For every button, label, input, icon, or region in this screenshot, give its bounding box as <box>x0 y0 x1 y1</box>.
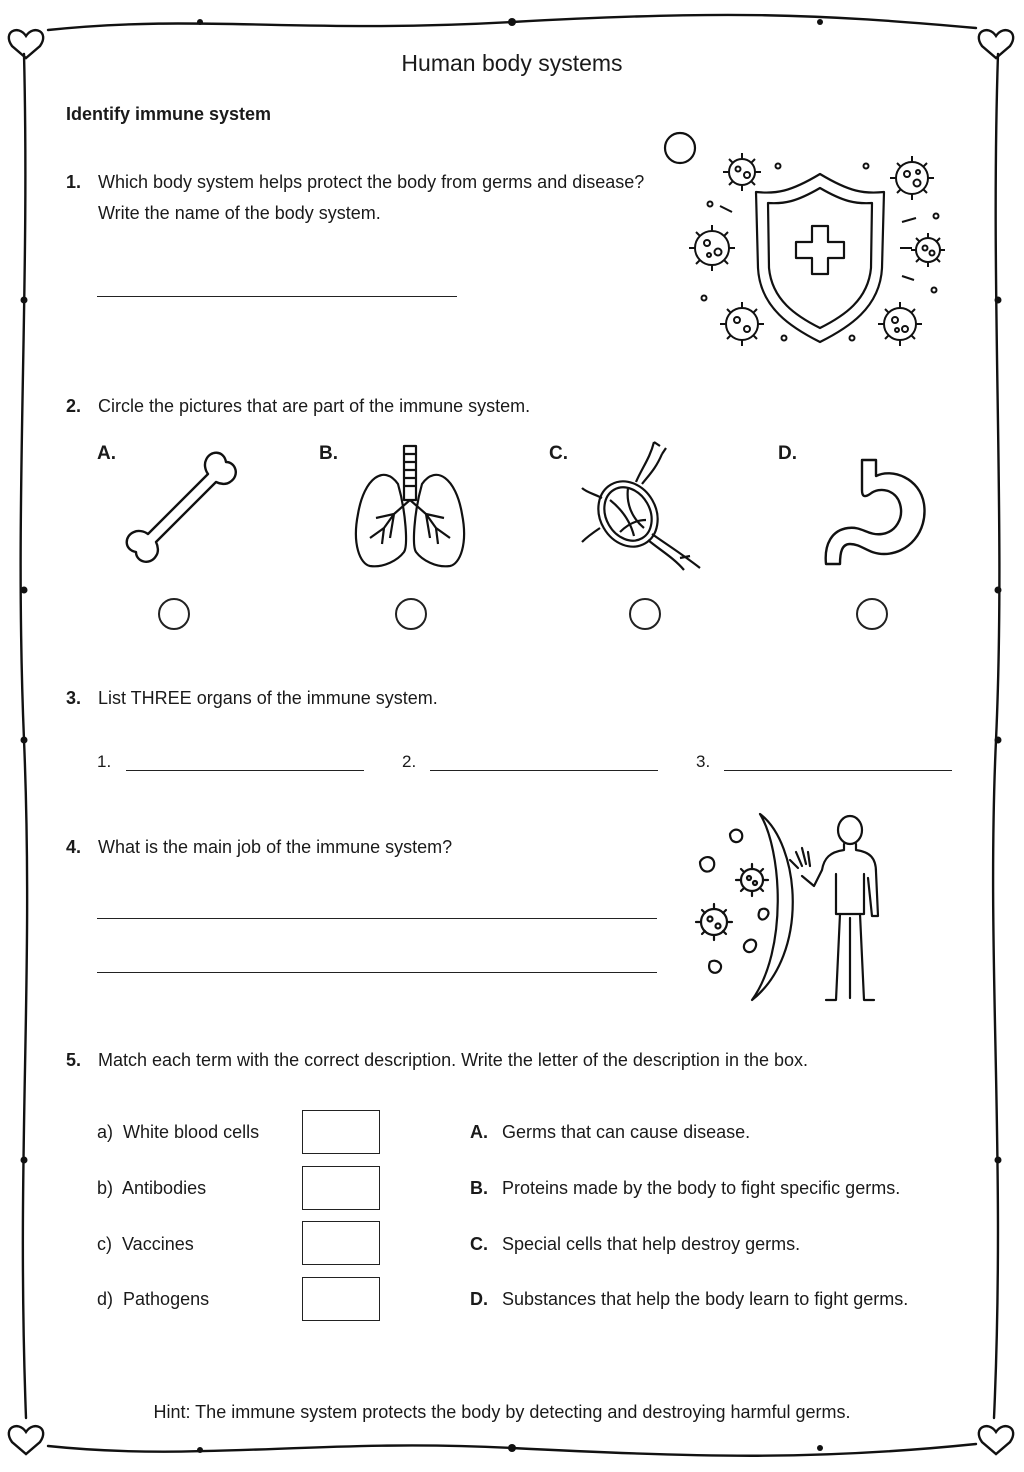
q2-option-c-circle[interactable] <box>629 598 661 630</box>
q2-option-b-letter: B. <box>319 443 338 464</box>
q3-text <box>66 688 438 709</box>
q5-desc-d <box>470 1289 908 1310</box>
q5-prompt: Match each term with the correct description. Write the letter of the description in the box. <box>98 1050 808 1070</box>
q5-term-a-label: a) <box>97 1122 114 1142</box>
q5-term-c-text: Vaccines <box>122 1234 194 1254</box>
q4-answer-line-1[interactable] <box>97 918 657 919</box>
hint-text: Hint: The immune system protects the body by detecting and destroying harmful germs. <box>153 1402 851 1422</box>
q5-answer-box-d[interactable] <box>302 1277 380 1321</box>
q3-blank-2-label: 2. <box>402 752 417 771</box>
q5-desc-c <box>470 1234 800 1255</box>
page-title: Human body systems <box>401 50 623 76</box>
q1-answer-line[interactable] <box>97 296 457 297</box>
q2-prompt: Circle the pictures that are part of the immune system. <box>98 396 531 416</box>
person-shield-icon <box>690 810 900 1010</box>
q5-desc-c-text: Special cells that help destroy germs. <box>502 1234 801 1254</box>
section-subtitle: Identify immune system <box>66 104 272 124</box>
q2-option-d-circle[interactable] <box>856 598 888 630</box>
q3-blank-1-line[interactable] <box>126 770 364 771</box>
q1-number: 1. <box>66 172 82 192</box>
q5-answer-box-c[interactable] <box>302 1221 380 1265</box>
q5-term-a <box>97 1122 259 1143</box>
q3-prompt: List THREE organs of the immune system. <box>98 688 438 708</box>
lymph-node-icon <box>580 440 706 574</box>
shield-germs-icon <box>680 148 960 358</box>
q3-blank-2-line[interactable] <box>430 770 658 771</box>
q2-option-a-circle[interactable] <box>158 598 190 630</box>
q4-prompt: What is the main job of the immune system? <box>98 837 453 857</box>
q5-desc-d-letter: D. <box>470 1289 488 1309</box>
q5-term-d-text: Pathogens <box>123 1289 210 1309</box>
q5-term-c <box>97 1234 194 1255</box>
q5-desc-a-text: Germs that can cause disease. <box>502 1122 751 1142</box>
q1-text <box>66 172 644 193</box>
q2-text <box>66 396 530 417</box>
q4-text <box>66 837 452 858</box>
q1-line1: Which body system helps protect the body from germs and disease? <box>98 172 645 192</box>
q5-answer-box-b[interactable] <box>302 1166 380 1210</box>
q5-answer-box-a[interactable] <box>302 1110 380 1154</box>
q5-text <box>66 1050 808 1071</box>
q3-blank-3-line[interactable] <box>724 770 952 771</box>
q5-desc-b-text: Proteins made by the body to fight specific germs. <box>502 1178 901 1198</box>
bone-icon <box>120 446 244 570</box>
q4-number: 4. <box>66 837 82 857</box>
q5-term-a-text: White blood cells <box>123 1122 260 1142</box>
stomach-icon <box>822 456 928 568</box>
q5-term-d <box>97 1289 209 1310</box>
q2-option-d-letter: D. <box>778 443 797 464</box>
q5-desc-a <box>470 1122 750 1143</box>
q5-term-b-text: Antibodies <box>122 1178 207 1198</box>
q5-desc-b-letter: B. <box>470 1178 488 1198</box>
q5-desc-b <box>470 1178 900 1199</box>
q5-term-c-label: c) <box>97 1234 112 1254</box>
q2-option-b-circle[interactable] <box>395 598 427 630</box>
q3-blank-1-label: 1. <box>97 752 112 771</box>
q1-line2: Write the name of the body system. <box>98 203 381 223</box>
q2-option-c-letter: C. <box>549 443 568 464</box>
q5-number: 5. <box>66 1050 82 1070</box>
q3-number: 3. <box>66 688 82 708</box>
q5-desc-c-letter: C. <box>470 1234 488 1254</box>
q5-desc-a-letter: A. <box>470 1122 488 1142</box>
lungs-icon <box>352 444 468 572</box>
q2-number: 2. <box>66 396 82 416</box>
q5-desc-d-text: Substances that help the body learn to fight germs. <box>502 1289 909 1309</box>
q5-term-b <box>97 1178 206 1199</box>
q5-term-b-label: b) <box>97 1178 114 1198</box>
q2-option-a-letter: A. <box>97 443 116 464</box>
q3-blank-3-label: 3. <box>696 752 711 771</box>
q5-term-d-label: d) <box>97 1289 114 1309</box>
q4-answer-line-2[interactable] <box>97 972 657 973</box>
